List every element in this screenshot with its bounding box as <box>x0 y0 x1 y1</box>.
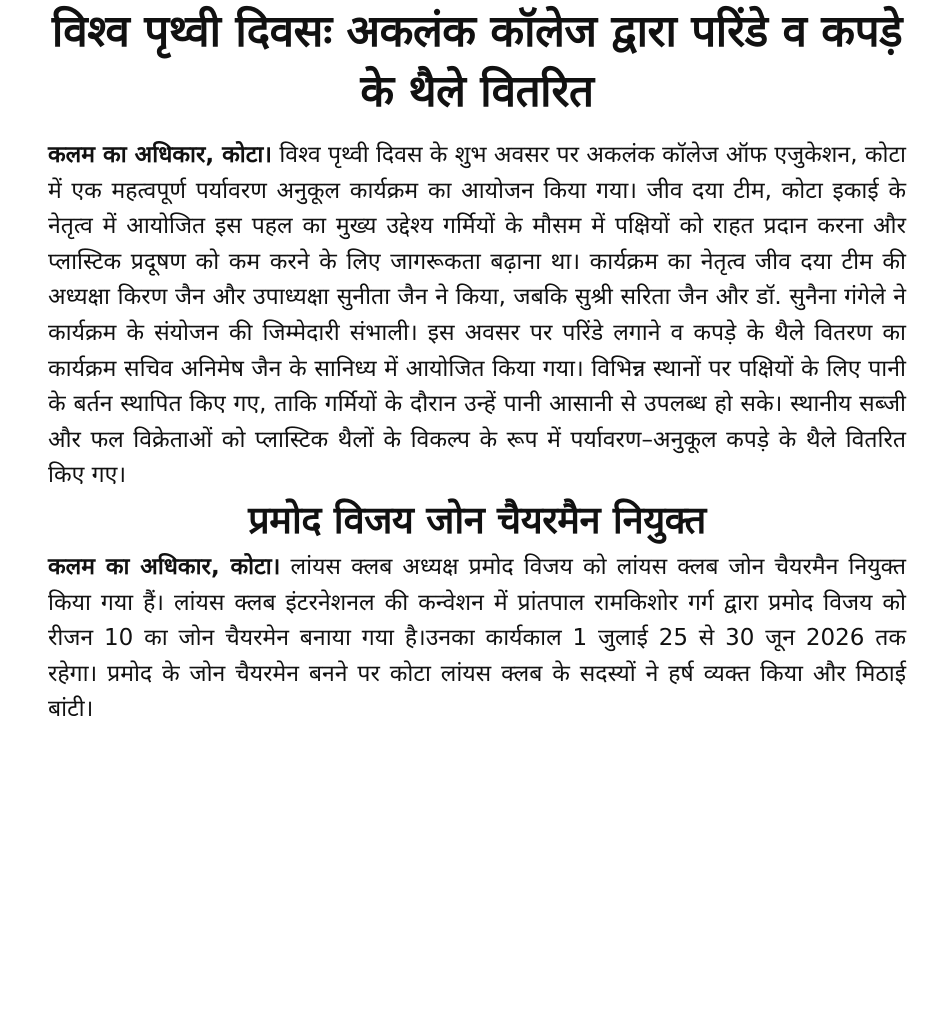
story-2-headline: प्रमोद विजय जोन चैयरमैन नियुक्त <box>248 497 706 542</box>
story-1-article <box>48 138 906 494</box>
story-1-headline: विश्व पृथ्वी दिवसः अकलंक कॉलेज द्वारा परिंडे व कपड़े के थैले वितरित <box>51 6 903 117</box>
story-1-body: विश्व पृथ्वी दिवस के शुभ अवसर पर अकलंक कॉलेज ऑफ एजुकेशन, कोटा में एक महत्वपूर्ण पर्यावरण अनुकूल कार्यक्रम का आयोजन किया गया। जीव दया टीम, कोटा इकाई के नेतृत्व में आयोजित इस पहल का मुख्य उद्देश्य गर्मियों के मौसम में पक्षियों को राहत प्रदान करना और प्लास्टिक प्रदूषण को कम करने के लिए जागरूकता बढ़ाना था। कार्यक्रम का नेतृत्व जीव दया टीम की अध्यक्षा किरण जैन और उपाध्यक्षा सुनीता जैन ने किया, जबकि सुश्री सरिता जैन और डॉ. सुनैना गंगेले ने कार्यक्रम के संयोजन की जिम्मेदारी संभाली। इस अवसर पर परिंडे लगाने व कपड़े के थैले वितरण का कार्यक्रम सचिव अनिमेष जैन के सानिध्य में आयोजित किया गया। विभिन्न स्थानों पर पक्षियों के लिए पानी के बर्तन स्थापित किए गए, ताकि गर्मियों के दौरान उन्हें पानी आसानी से उपलब्ध हो सके। स्थानीय सब्जी और फल विक्रेताओं को प्लास्टिक थैलों के विकल्प के रूप में पर्यावरण–अनुकूल कपड़े के थैले वितरित किए गए। <box>48 142 907 489</box>
story-2-article <box>48 550 906 728</box>
story-2-dateline: कलम का अधिकार, कोटा। <box>48 553 281 580</box>
story-1-dateline: कलम का अधिकार, कोटा। <box>48 142 273 168</box>
story-2-body: लांयस क्लब अध्यक्ष प्रमोद विजय को लांयस क्लब जोन चैयरमैन नियुक्त किया गया हैं। लांयस क्लब इंटरनेशनल की कन्वेशन में प्रांतपाल रामकिशोर गर्ग द्वारा प्रमोद विजय को रीजन 10 का जोन चैयरमेन बनाया गया है।उनका कार्यकाल 1 जुलाई 25 से 30 जून 2026 तक रहेगा। प्रमोद के जोन चैयरमेन बनने पर कोटा लांयस क्लब के सदस्यों ने हर्ष व्यक्त किया और मिठाई बांटी। <box>48 553 907 723</box>
